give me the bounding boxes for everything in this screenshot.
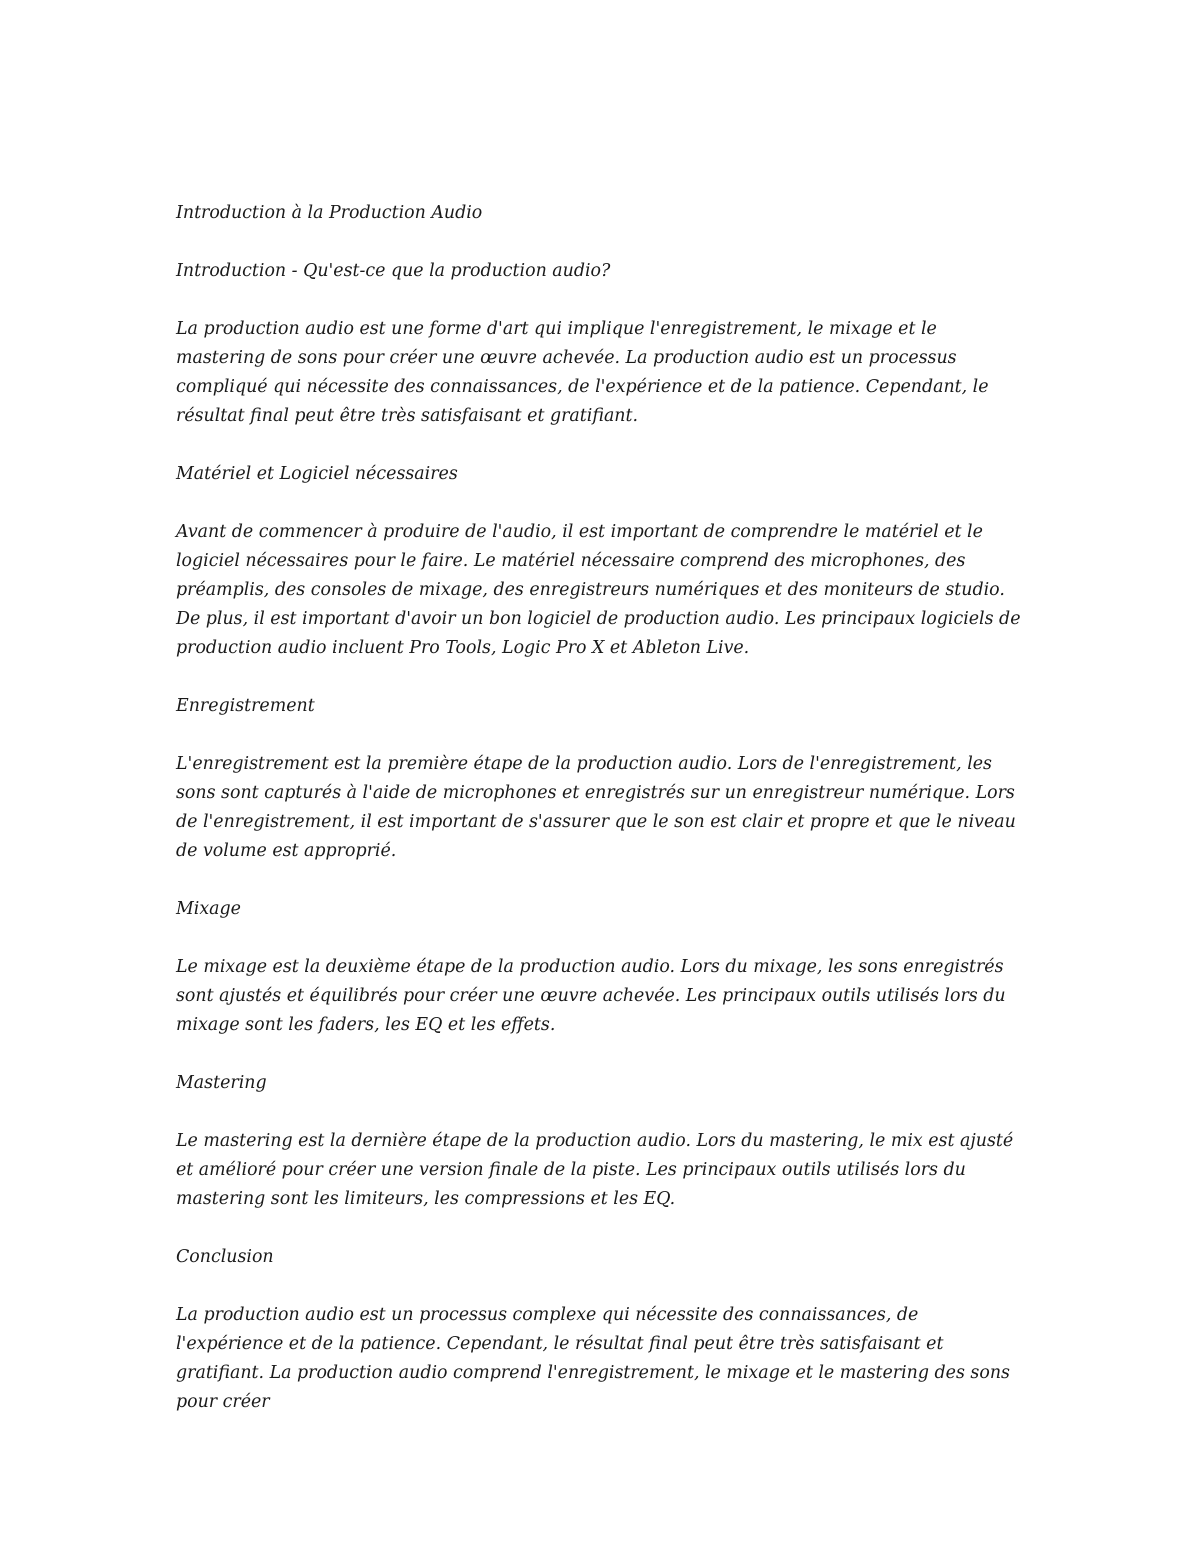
section-heading-enregistrement: Enregistrement xyxy=(176,696,315,716)
section-heading-mastering: Mastering xyxy=(176,1073,267,1093)
section-heading-mixage: Mixage xyxy=(176,899,241,919)
section-heading-introduction: Introduction - Qu'est-ce que la production audio? xyxy=(176,261,611,281)
paragraph-mastering: Le mastering est la dernière étape de la production audio. Lors du mastering, le mix est ajusté et amélioré pour créer une version finale de la piste. Les principaux outils utilisés lors du mastering sont les limiteurs, les compressions et les EQ. xyxy=(176,1131,1014,1209)
paragraph-mixage: Le mixage est la deuxième étape de la production audio. Lors du mixage, les sons enregistrés sont ajustés et équilibrés pour créer une œuvre achevée. Les principaux outils utilisés lors du mixage sont les faders, les EQ et les effets. xyxy=(176,957,1006,1035)
section-heading-conclusion: Conclusion xyxy=(176,1247,274,1267)
paragraph-enregistrement: L'enregistrement est la première étape de la production audio. Lors de l'enregistrement, les sons sont capturés à l'aide de microphones et enregistrés sur un enregistreur numérique. Lors de l'enregistrement, il est important de s'assurer que le son est clair et propre et que le niveau de volume est approprié. xyxy=(176,754,1016,861)
section-heading-materiel: Matériel et Logiciel nécessaires xyxy=(176,464,458,484)
paragraph-introduction: La production audio est une forme d'art qui implique l'enregistrement, le mixage et le mastering de sons pour créer une œuvre achevée. La production audio est un processus compliqué qui nécessite des connaissances, de l'expérience et de la patience. Cependant, le résultat final peut être très satisfaisant et gratifiant. xyxy=(176,319,989,426)
document-body xyxy=(176,199,1026,1446)
document-title: Introduction à la Production Audio xyxy=(176,203,483,223)
paragraph-conclusion: La production audio est un processus complexe qui nécessite des connaissances, de l'expérience et de la patience. Cependant, le résultat final peut être très satisfaisant et gratifiant. La production audio comprend l'enregistrement, le mixage et le mastering des sons pour créer xyxy=(176,1305,1010,1412)
paragraph-materiel: Avant de commencer à produire de l'audio, il est important de comprendre le matériel et le logiciel nécessaires pour le faire. Le matériel nécessaire comprend des microphones, des préamplis, des consoles de mixage, des enregistreurs numériques et des moniteurs de studio. De plus, il est important d'avoir un bon logiciel de production audio. Les principaux logiciels de production audio incluent Pro Tools, Logic Pro X et Ableton Live. xyxy=(176,522,1021,658)
